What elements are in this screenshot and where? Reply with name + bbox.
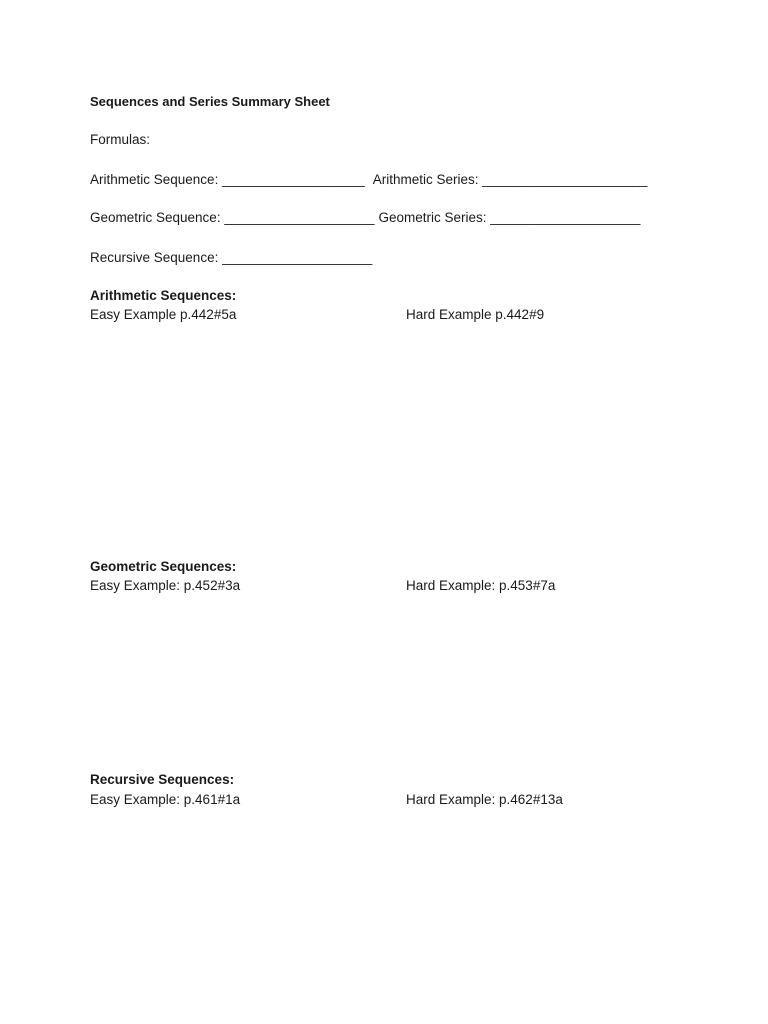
geometric-hard-example: Hard Example: p.453#7a	[406, 578, 556, 593]
arithmetic-series-blank: Arithmetic Series: ______________________	[372, 172, 648, 187]
arithmetic-sequences-heading: Arithmetic Sequences:	[90, 288, 237, 303]
formulas-label: Formulas:	[90, 132, 151, 147]
geometric-series-blank: Geometric Series: ____________________	[378, 210, 641, 225]
formula-row-arithmetic	[90, 172, 647, 188]
recursive-hard-example: Hard Example: p.462#13a	[406, 792, 563, 807]
recursive-sequences-heading: Recursive Sequences:	[90, 772, 235, 787]
arithmetic-hard-example: Hard Example p.442#9	[406, 307, 545, 322]
recursive-sequence-blank: Recursive Sequence: ____________________	[90, 250, 373, 265]
geometric-sequence-blank: Geometric Sequence: ____________________	[90, 210, 375, 225]
geometric-sequences-heading: Geometric Sequences:	[90, 559, 237, 574]
formula-row-recursive	[90, 250, 372, 266]
geometric-easy-example: Easy Example: p.452#3a	[90, 578, 241, 593]
recursive-easy-example: Easy Example: p.461#1a	[90, 792, 241, 807]
arithmetic-easy-example: Easy Example p.442#5a	[90, 307, 237, 322]
formula-row-geometric	[90, 210, 640, 226]
arithmetic-sequence-blank: Arithmetic Sequence: ___________________	[90, 172, 365, 187]
page-title: Sequences and Series Summary Sheet	[90, 94, 330, 109]
